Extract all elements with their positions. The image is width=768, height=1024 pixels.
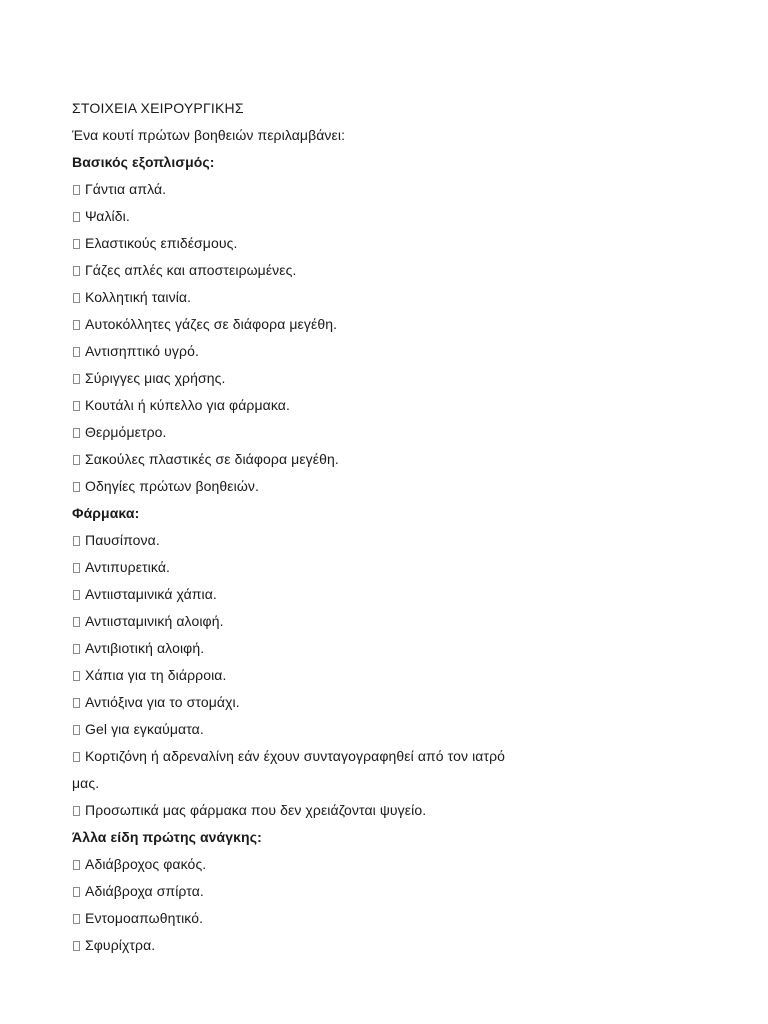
list-item-text: Κορτιζόνη ή αδρεναλίνη εάν έχουν συνταγογραφηθεί από τον ιατρό (85, 748, 506, 764)
list-item (72, 527, 712, 554)
checkbox-glyph-icon (73, 536, 80, 546)
list-item (72, 608, 712, 635)
document-title: ΣΤΟΙΧΕΙΑ ΧΕΙΡΟΥΡΓΙΚΗΣ (72, 100, 244, 116)
intro-text: Ένα κουτί πρώτων βοηθειών περιλαμβάνει: (72, 127, 346, 143)
list-item (72, 743, 712, 770)
list-item-text: Κολλητική ταινία. (85, 289, 192, 305)
list-item-text: Αντιισταμινική αλοιφή. (85, 613, 224, 629)
list-item (72, 392, 712, 419)
checkbox-glyph-icon (73, 185, 80, 195)
list-item-text: Σφυρίχτρα. (85, 937, 156, 953)
checkbox-glyph-icon (73, 671, 80, 681)
checkbox-glyph-icon (73, 644, 80, 654)
checkbox-glyph-icon (73, 320, 80, 330)
checkbox-glyph-icon (73, 698, 80, 708)
list-item-text: Gel για εγκαύματα. (85, 721, 204, 737)
list-item (72, 203, 712, 230)
list-item (72, 311, 712, 338)
list-item-text: Αδιάβροχος φακός. (85, 856, 207, 872)
list-item (72, 473, 712, 500)
checkbox-glyph-icon (73, 401, 80, 411)
list-item-text: Προσωπικά μας φάρμακα που δεν χρειάζονται ψυγείο. (85, 802, 427, 818)
list-item-text: Αδιάβροχα σπίρτα. (85, 883, 204, 899)
checkbox-glyph-icon (73, 212, 80, 222)
list-item-text: Οδηγίες πρώτων βοηθειών. (85, 478, 259, 494)
list-item (72, 662, 712, 689)
list-item-text: Σακούλες πλαστικές σε διάφορα μεγέθη. (85, 451, 339, 467)
list-item (72, 851, 712, 878)
list-item-text: Εντομοαπωθητικό. (85, 910, 204, 926)
section-heading-basic-equipment: Βασικός εξοπλισμός: (72, 154, 215, 170)
checkbox-glyph-icon (73, 914, 80, 924)
list-item (72, 230, 712, 257)
list-item-text: Ψαλίδι. (85, 208, 130, 224)
list-item-text: Αντιπυρετικά. (85, 559, 170, 575)
section-heading-medicines: Φάρμακα: (72, 505, 140, 521)
checkbox-glyph-icon (73, 806, 80, 816)
list-item-text: Κουτάλι ή κύπελλο για φάρμακα. (85, 397, 290, 413)
checkbox-glyph-icon (73, 725, 80, 735)
list-item-text: Γάντια απλά. (85, 181, 167, 197)
checkbox-glyph-icon (73, 617, 80, 627)
list-item (72, 797, 712, 824)
list-item-text: Γάζες απλές και αποστειρωμένες. (85, 262, 297, 278)
checkbox-glyph-icon (73, 239, 80, 249)
checkbox-glyph-icon (73, 428, 80, 438)
list-item (72, 365, 712, 392)
checkbox-glyph-icon (73, 590, 80, 600)
list-item-text: Αυτοκόλλητες γάζες σε διάφορα μεγέθη. (85, 316, 338, 332)
checkbox-glyph-icon (73, 374, 80, 384)
list-item (72, 716, 712, 743)
list-item (72, 419, 712, 446)
list-item (72, 905, 712, 932)
checkbox-glyph-icon (73, 941, 80, 951)
list-item (72, 446, 712, 473)
checkbox-glyph-icon (73, 266, 80, 276)
list-item-continuation: μας. (72, 775, 100, 791)
list-item (72, 338, 712, 365)
document-page (72, 95, 712, 959)
checkbox-glyph-icon (73, 293, 80, 303)
list-item (72, 554, 712, 581)
list-item-text: Χάπια για τη διάρροια. (85, 667, 227, 683)
checkbox-glyph-icon (73, 482, 80, 492)
list-item-text: Αντιισταμινικά χάπια. (85, 586, 217, 602)
section-heading-other-essentials: Άλλα είδη πρώτης ανάγκης: (72, 829, 262, 845)
list-item (72, 932, 712, 959)
list-item (72, 284, 712, 311)
checkbox-glyph-icon (73, 887, 80, 897)
list-item-text: Ελαστικούς επιδέσμους. (85, 235, 238, 251)
checkbox-glyph-icon (73, 347, 80, 357)
checkbox-glyph-icon (73, 455, 80, 465)
list-item-text: Αντισηπτικό υγρό. (85, 343, 199, 359)
checkbox-glyph-icon (73, 860, 80, 870)
list-item-text: Παυσίπονα. (85, 532, 160, 548)
checkbox-glyph-icon (73, 752, 80, 762)
list-item (72, 878, 712, 905)
list-item (72, 689, 712, 716)
list-item-text: Αντιόξινα για το στομάχι. (85, 694, 240, 710)
list-item (72, 635, 712, 662)
list-item-text: Αντιβιοτική αλοιφή. (85, 640, 205, 656)
list-item (72, 176, 712, 203)
list-item (72, 257, 712, 284)
list-item (72, 581, 712, 608)
checkbox-glyph-icon (73, 563, 80, 573)
list-item-text: Θερμόμετρο. (85, 424, 167, 440)
list-item-text: Σύριγγες μιας χρήσης. (85, 370, 226, 386)
